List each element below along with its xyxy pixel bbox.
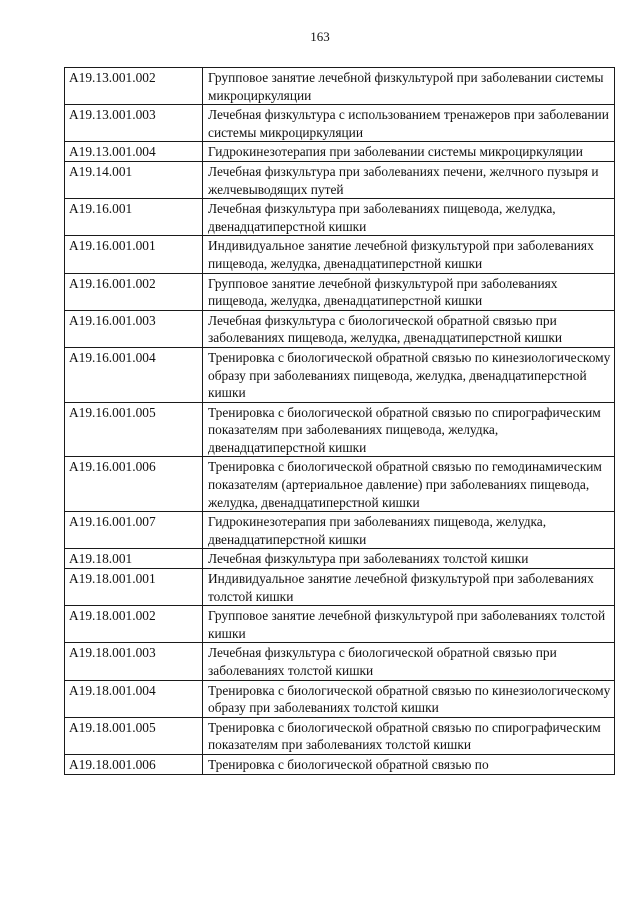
service-code-cell: A19.18.001.003 <box>65 643 203 680</box>
table-row <box>65 569 615 606</box>
service-name-cell: Индивидуальное занятие лечебной физкультурой при заболеваниях пищевода, желудка, двенадцатиперстной кишки <box>203 236 615 273</box>
service-code-cell: A19.16.001.004 <box>65 347 203 402</box>
table-row <box>65 310 615 347</box>
service-name-cell: Лечебная физкультура при заболеваниях пищевода, желудка, двенадцатиперстной кишки <box>203 199 615 236</box>
table-row <box>65 457 615 512</box>
table-row <box>65 680 615 717</box>
service-name-cell: Групповое занятие лечебной физкультурой при заболевании системы микроциркуляции <box>203 68 615 105</box>
service-code-cell: A19.18.001.006 <box>65 754 203 774</box>
service-code-cell: A19.18.001.002 <box>65 606 203 643</box>
table-row <box>65 402 615 457</box>
service-name-cell: Гидрокинезотерапия при заболевании системы микроциркуляции <box>203 142 615 162</box>
service-name-cell: Лечебная физкультура с использованием тренажеров при заболевании системы микроциркуляции <box>203 105 615 142</box>
service-name-cell: Гидрокинезотерапия при заболеваниях пищевода, желудка, двенадцатиперстной кишки <box>203 512 615 549</box>
table-row <box>65 754 615 774</box>
service-code-cell: A19.16.001.005 <box>65 402 203 457</box>
table-row <box>65 199 615 236</box>
service-name-cell: Тренировка с биологической обратной связью по спирографическим показателям при заболеваниях толстой кишки <box>203 717 615 754</box>
service-name-cell: Лечебная физкультура с биологической обратной связью при заболеваниях пищевода, желудка, двенадцатиперстной кишки <box>203 310 615 347</box>
table-row <box>65 643 615 680</box>
table-row <box>65 68 615 105</box>
service-code-cell: A19.13.001.003 <box>65 105 203 142</box>
service-code-cell: A19.18.001.004 <box>65 680 203 717</box>
table-row <box>65 142 615 162</box>
table-row <box>65 236 615 273</box>
service-code-cell: A19.16.001.002 <box>65 273 203 310</box>
service-code-cell: A19.18.001.005 <box>65 717 203 754</box>
table-row <box>65 512 615 549</box>
service-code-cell: A19.14.001 <box>65 161 203 198</box>
table-row <box>65 161 615 198</box>
service-code-cell: A19.13.001.002 <box>65 68 203 105</box>
service-name-cell: Лечебная физкультура с биологической обратной связью при заболеваниях толстой кишки <box>203 643 615 680</box>
service-code-cell: A19.16.001.006 <box>65 457 203 512</box>
table-body <box>65 68 615 775</box>
service-name-cell: Тренировка с биологической обратной связью по <box>203 754 615 774</box>
table-row <box>65 105 615 142</box>
service-code-cell: A19.16.001.001 <box>65 236 203 273</box>
table-row <box>65 347 615 402</box>
service-code-cell: A19.18.001 <box>65 549 203 569</box>
service-code-cell: A19.16.001 <box>65 199 203 236</box>
service-code-cell: A19.13.001.004 <box>65 142 203 162</box>
service-name-cell: Тренировка с биологической обратной связью по спирографическим показателям при заболеваниях пищевода, желудка, двенадцатиперстной кишки <box>203 402 615 457</box>
service-name-cell: Лечебная физкультура при заболеваниях печени, желчного пузыря и желчевыводящих путей <box>203 161 615 198</box>
table-row <box>65 549 615 569</box>
table-row <box>65 273 615 310</box>
table-row <box>65 606 615 643</box>
service-code-cell: A19.16.001.003 <box>65 310 203 347</box>
page-number: 163 <box>310 29 330 44</box>
service-name-cell: Лечебная физкультура при заболеваниях толстой кишки <box>203 549 615 569</box>
service-name-cell: Тренировка с биологической обратной связью по гемодинамическим показателям (артериальное давление) при заболеваниях пищевода, желудка, двенадцатиперстной кишки <box>203 457 615 512</box>
service-name-cell: Групповое занятие лечебной физкультурой при заболеваниях толстой кишки <box>203 606 615 643</box>
service-name-cell: Тренировка с биологической обратной связью по кинезиологическому образу при заболеваниях толстой кишки <box>203 680 615 717</box>
service-code-cell: A19.18.001.001 <box>65 569 203 606</box>
service-name-cell: Индивидуальное занятие лечебной физкультурой при заболеваниях толстой кишки <box>203 569 615 606</box>
service-codes-table <box>64 67 615 775</box>
table-row <box>65 717 615 754</box>
service-name-cell: Тренировка с биологической обратной связью по кинезиологическому образу при заболеваниях пищевода, желудка, двенадцатиперстной кишки <box>203 347 615 402</box>
service-name-cell: Групповое занятие лечебной физкультурой при заболеваниях пищевода, желудка, двенадцатиперстной кишки <box>203 273 615 310</box>
service-code-cell: A19.16.001.007 <box>65 512 203 549</box>
